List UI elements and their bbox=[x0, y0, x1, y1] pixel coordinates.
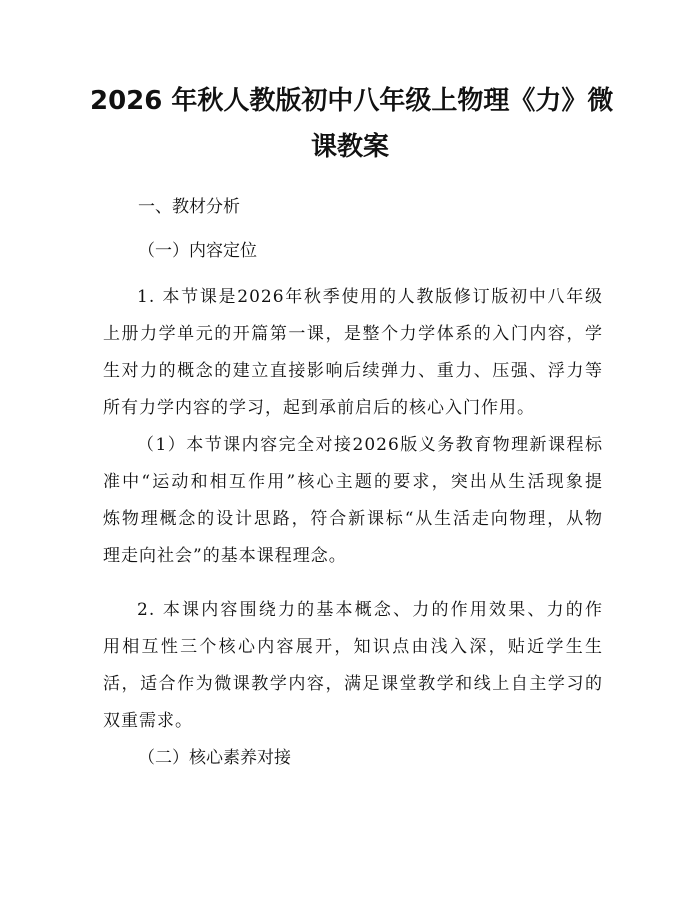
paragraph-1-line: 所有力学内容的学习，起到承前启后的核心入门作用。 bbox=[103, 398, 535, 418]
document-title-line-1: 2026 年秋人教版初中八年级上物理《力》微 bbox=[90, 86, 614, 116]
paragraph-1 bbox=[103, 285, 603, 433]
paragraph-3-line: 双重需求。 bbox=[103, 711, 193, 731]
section-heading-teaching-material-analysis: 一、教材分析 bbox=[138, 197, 240, 217]
paragraph-3 bbox=[103, 598, 603, 746]
paragraph-1-line: 生对力的概念的建立直接影响后续弹力、重力、压强、浮力等 bbox=[103, 361, 603, 381]
paragraph-3-line: 2. 本课内容围绕力的基本概念、力的作用效果、力的作 bbox=[137, 600, 603, 620]
subsection-heading-content-positioning: （一）内容定位 bbox=[138, 241, 257, 261]
document-title-line-2: 课教案 bbox=[310, 132, 389, 162]
paragraph-2-line: （1）本节课内容完全对接2026版义务教育物理新课程标 bbox=[137, 435, 603, 455]
paragraph-1-line: 1. 本节课是2026年秋季使用的人教版修订版初中八年级 bbox=[137, 287, 603, 307]
paragraph-2-line: 准中“运动和相互作用”核心主题的要求，突出从生活现象提 bbox=[103, 472, 603, 492]
paragraph-3-line: 活，适合作为微课教学内容，满足课堂教学和线上自主学习的 bbox=[103, 674, 603, 694]
subsection-heading-core-literacy: （二）核心素养对接 bbox=[138, 748, 291, 768]
paragraph-2 bbox=[103, 433, 603, 581]
paragraph-3-line: 用相互性三个核心内容展开，知识点由浅入深，贴近学生生 bbox=[103, 637, 603, 657]
paragraph-2-line: 炼物理概念的设计思路，符合新课标“从生活走向物理，从物 bbox=[103, 509, 603, 529]
paragraph-2-line: 理走向社会”的基本课程理念。 bbox=[103, 546, 347, 566]
paragraph-1-line: 上册力学单元的开篇第一课，是整个力学体系的入门内容，学 bbox=[103, 324, 603, 344]
